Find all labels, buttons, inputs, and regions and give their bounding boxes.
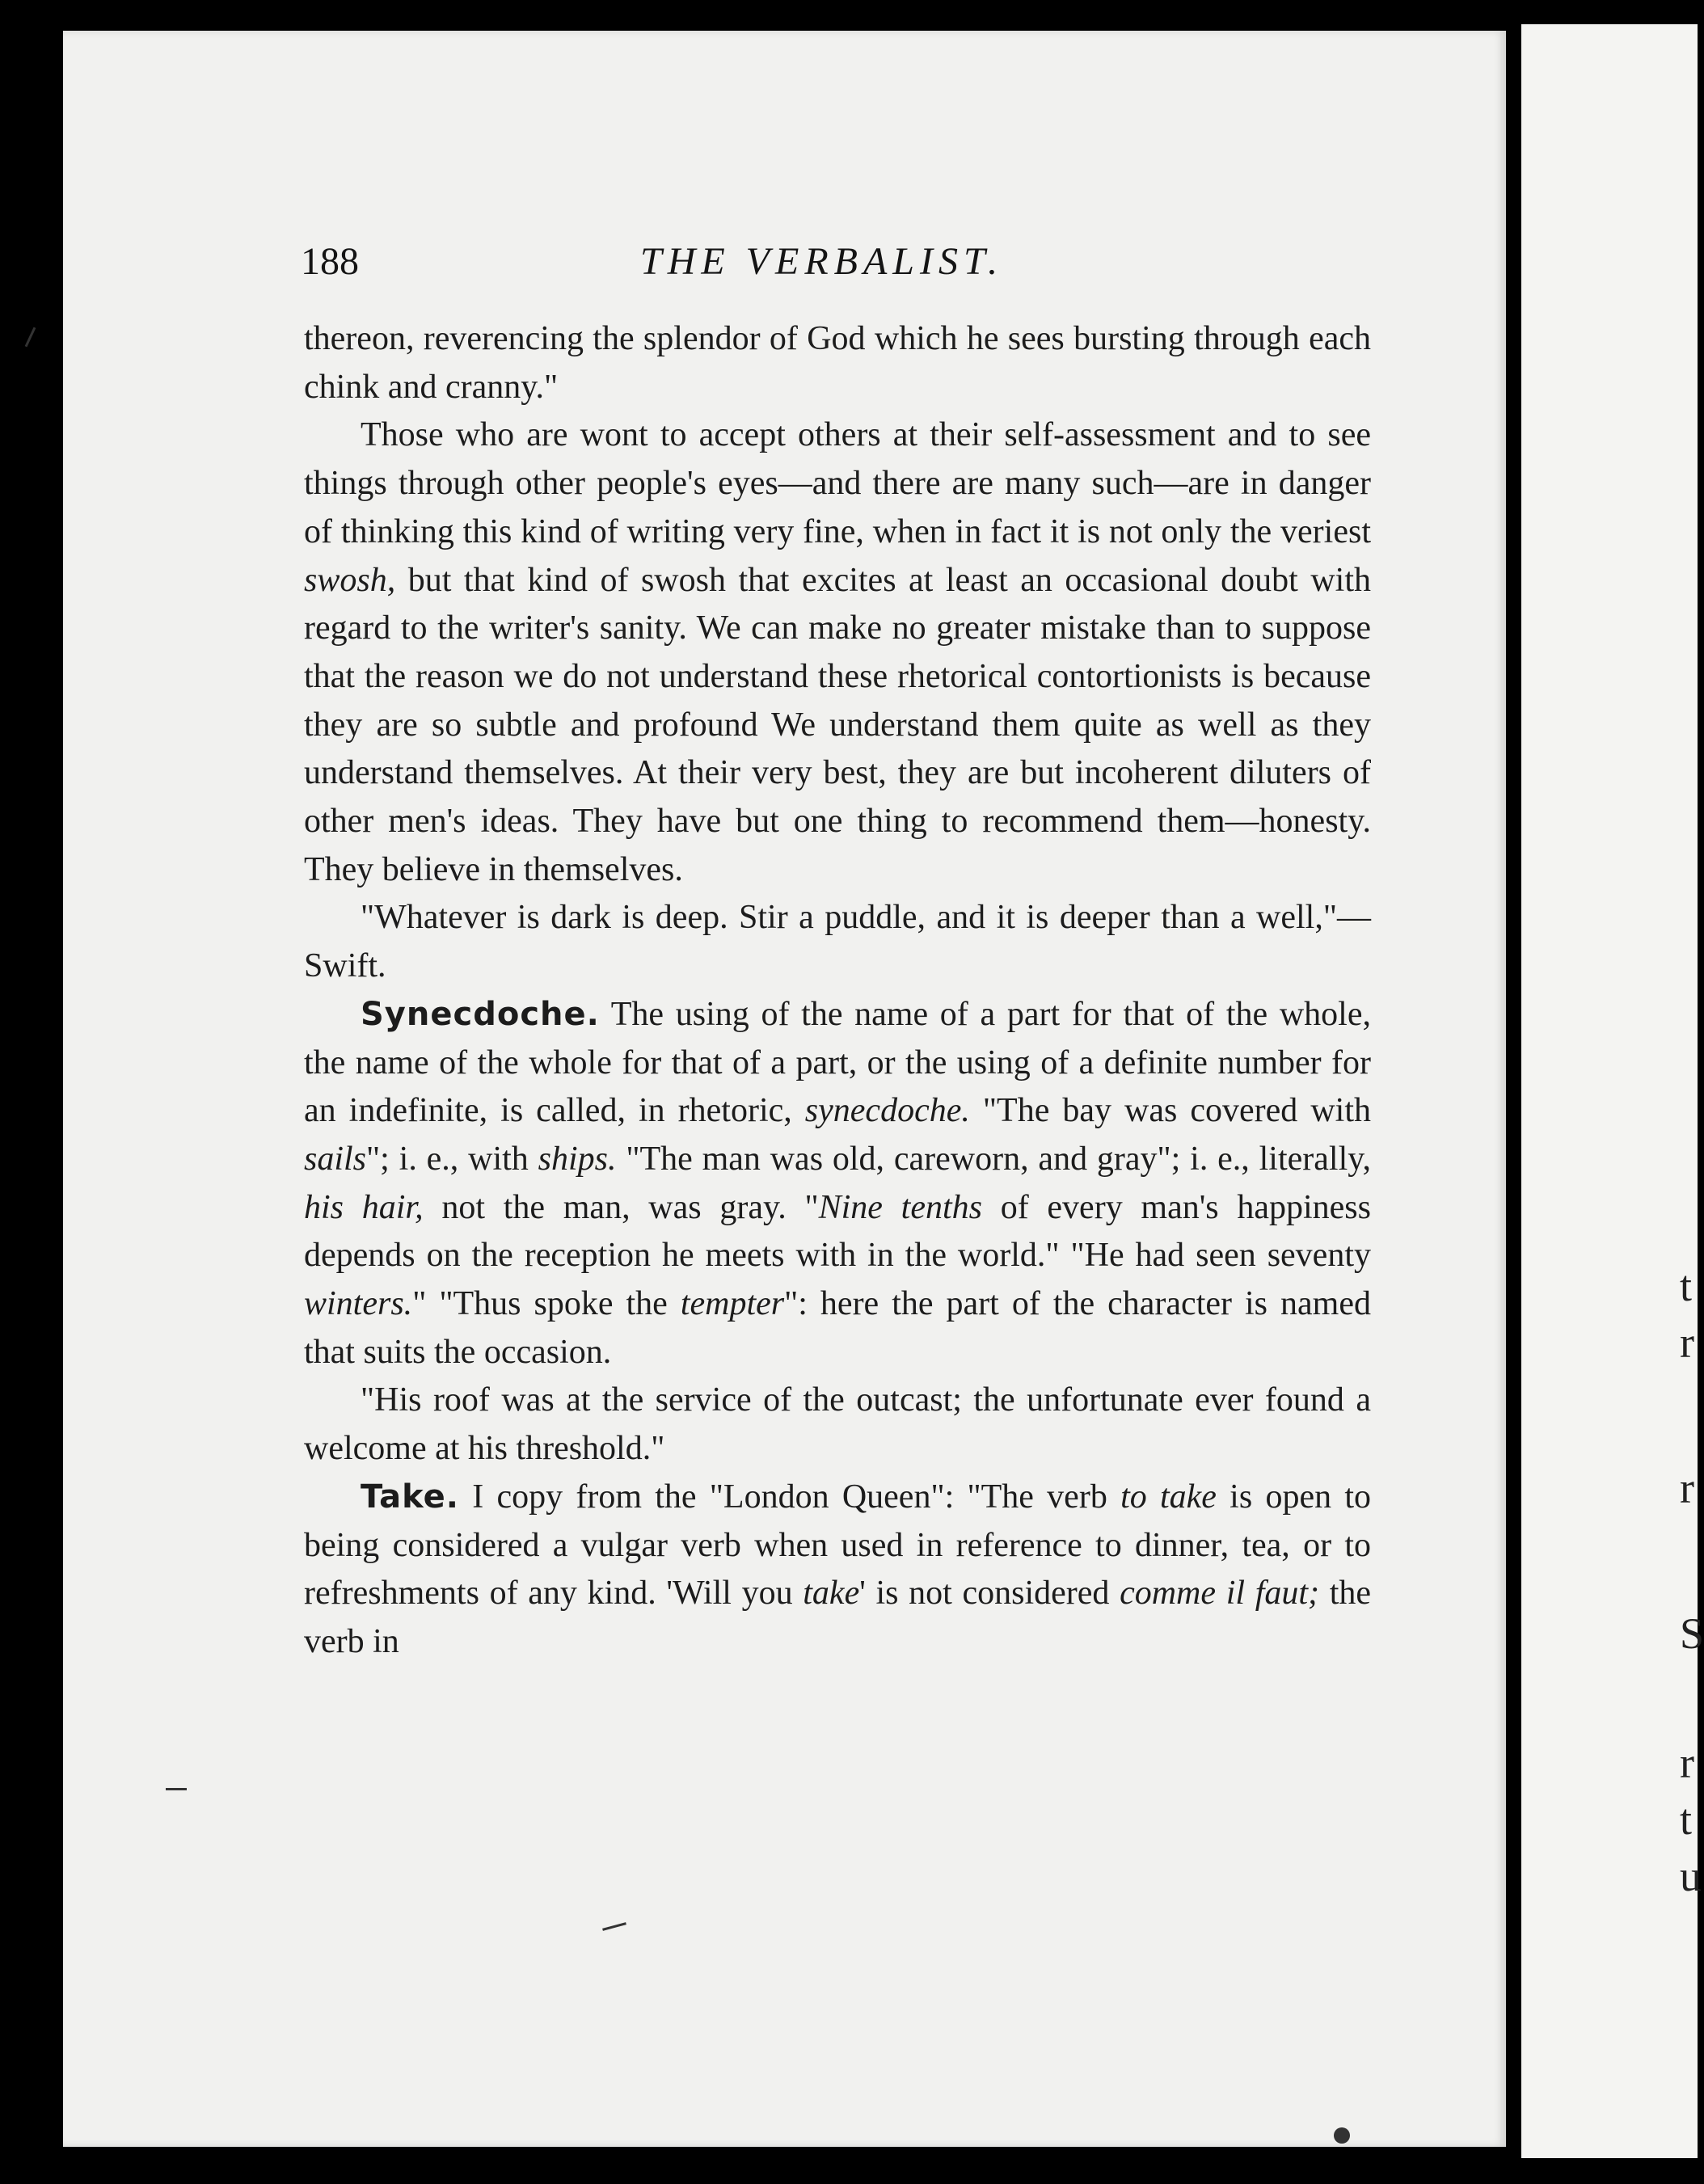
facing-page-letter: r bbox=[1680, 1464, 1694, 1512]
emphasis: Nine tenths bbox=[818, 1188, 982, 1226]
facing-page-edge bbox=[1521, 24, 1704, 2158]
facing-page-letter: S bbox=[1680, 1609, 1704, 1658]
emphasis: ships. bbox=[538, 1140, 617, 1178]
scan-speck bbox=[166, 1788, 187, 1790]
emphasis: tempter bbox=[680, 1285, 785, 1323]
page-number: 188 bbox=[301, 240, 359, 283]
entry-take: Take. I copy from the "London Queen": "The verb to take is open to being considered a vulgar verb when used in reference to dinner, tea, or to refreshments of any kind. 'Will you take' is not considered comme il faut; the verb in bbox=[304, 1478, 1372, 1660]
scan-speck bbox=[1334, 2127, 1350, 2144]
emphasis: winters. bbox=[304, 1285, 413, 1323]
facing-page-letter: t bbox=[1680, 1262, 1693, 1310]
scan-speck bbox=[25, 327, 36, 348]
emphasis: his hair, bbox=[304, 1188, 424, 1226]
emphasis: swosh, bbox=[304, 561, 396, 599]
paragraph: Those who are wont to accept others at their self-assessment and to see things through other people's eyes—and there are many such—are in danger of thinking this kind of writing very fine, when in fact it is not only the veriest swosh, but that kind of swosh that excites at least an occasional doubt with regard to the writer's sanity. We can make no greater mistake than to suppose that the reason we do not understand these rhetorical contortionists is because they are so subtle and profound We understand them quite as well as they understand themselves. At their very best, they are but incoherent diluters of other men's ideas. They have but one thing to recommend them—honesty. They believe in themselves. bbox=[304, 416, 1371, 888]
entry-synecdoche: Synecdoche. The using of the name of a part for that of the whole, the name of the whole for that of a part, or the using of a definite number for an indefinite, is called, in rhetoric, synecdoche. "The bay was covered with sails"; i. e., with ships. "The man was old, careworn, and gray"; i. e., literally, his hair, not the man, was gray. "Nine tenths of every man's happiness depends on the reception he meets with in the world." "He had seen seventy winters." "Thus spoke the tempter": here the part of the character is named that suits the occasion. bbox=[304, 995, 1372, 1371]
body-text bbox=[304, 315, 1371, 1667]
emphasis: comme il faut; bbox=[1120, 1575, 1320, 1613]
quotation: "Whatever is dark is deep. Stir a puddle, and it is deeper than a well,"—Swift. bbox=[304, 899, 1371, 985]
emphasis: synecdoche. bbox=[804, 1092, 970, 1130]
emphasis: sails bbox=[304, 1140, 367, 1178]
emphasis: to take bbox=[1120, 1478, 1217, 1516]
quotation: "His roof was at the service of the outcast; the unfortunate ever found a welcome at his threshold." bbox=[304, 1381, 1371, 1468]
entry-heading: Take. bbox=[361, 1478, 459, 1516]
page-header bbox=[301, 239, 1360, 296]
facing-page-letter: r bbox=[1680, 1318, 1694, 1367]
facing-page-letter: u bbox=[1680, 1852, 1702, 1900]
facing-page-letter: r bbox=[1680, 1739, 1694, 1787]
running-title: THE VERBALIST. bbox=[640, 240, 1004, 283]
emphasis: take bbox=[803, 1575, 860, 1613]
paragraph: thereon, reverencing the splendor of God which he sees bursting through each chink and cranny." bbox=[304, 320, 1371, 406]
facing-page-letter: t bbox=[1680, 1795, 1693, 1844]
entry-heading: Synecdoche. bbox=[361, 995, 600, 1033]
